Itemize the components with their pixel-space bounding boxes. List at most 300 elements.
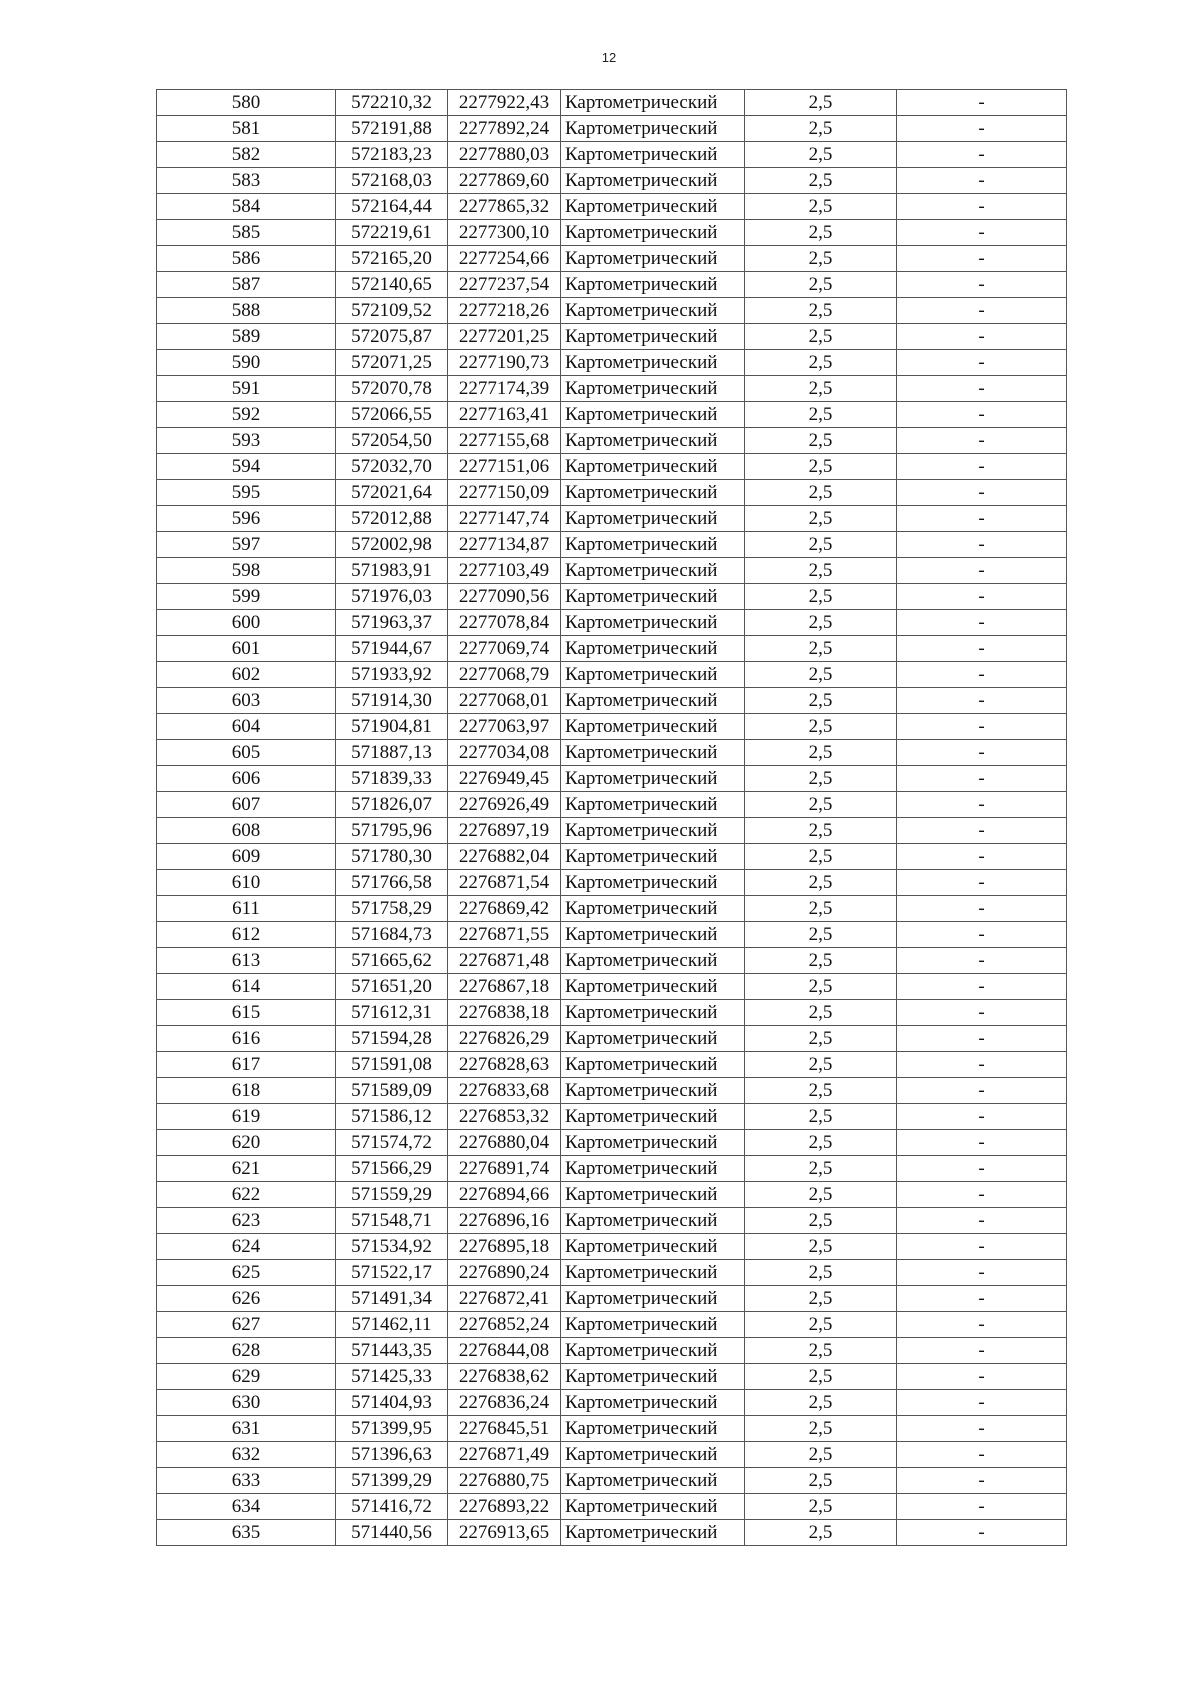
x-coordinate-cell: 571589,09 [336,1078,448,1104]
table-row [157,1338,1067,1364]
y-coordinate-cell: 2276845,51 [448,1416,561,1442]
table-row [157,168,1067,194]
note-cell: - [897,1390,1067,1416]
x-coordinate-cell: 572002,98 [336,532,448,558]
table-row [157,298,1067,324]
y-coordinate-cell: 2276867,18 [448,974,561,1000]
note-cell: - [897,454,1067,480]
note-cell: - [897,1000,1067,1026]
point-number-cell: 580 [157,90,336,116]
accuracy-cell: 2,5 [745,1468,897,1494]
accuracy-cell: 2,5 [745,246,897,272]
table-row [157,116,1067,142]
note-cell: - [897,298,1067,324]
point-number-cell: 588 [157,298,336,324]
point-number-cell: 621 [157,1156,336,1182]
x-coordinate-cell: 571887,13 [336,740,448,766]
table-row [157,922,1067,948]
y-coordinate-cell: 2277174,39 [448,376,561,402]
note-cell: - [897,766,1067,792]
table-row [157,1208,1067,1234]
x-coordinate-cell: 571462,11 [336,1312,448,1338]
x-coordinate-cell: 572165,20 [336,246,448,272]
x-coordinate-cell: 571651,20 [336,974,448,1000]
note-cell: - [897,1468,1067,1494]
note-cell: - [897,1364,1067,1390]
method-cell: Картометрический [561,584,745,610]
table-row [157,1104,1067,1130]
note-cell: - [897,142,1067,168]
note-cell: - [897,168,1067,194]
accuracy-cell: 2,5 [745,272,897,298]
table-row [157,1520,1067,1546]
accuracy-cell: 2,5 [745,1156,897,1182]
accuracy-cell: 2,5 [745,1130,897,1156]
y-coordinate-cell: 2277237,54 [448,272,561,298]
table-row [157,766,1067,792]
y-coordinate-cell: 2276895,18 [448,1234,561,1260]
note-cell: - [897,1104,1067,1130]
point-number-cell: 602 [157,662,336,688]
accuracy-cell: 2,5 [745,1520,897,1546]
y-coordinate-cell: 2276949,45 [448,766,561,792]
table-row [157,402,1067,428]
accuracy-cell: 2,5 [745,90,897,116]
point-number-cell: 611 [157,896,336,922]
method-cell: Картометрический [561,1494,745,1520]
accuracy-cell: 2,5 [745,662,897,688]
y-coordinate-cell: 2276871,54 [448,870,561,896]
x-coordinate-cell: 571522,17 [336,1260,448,1286]
y-coordinate-cell: 2277034,08 [448,740,561,766]
method-cell: Картометрический [561,610,745,636]
point-number-cell: 610 [157,870,336,896]
table-row [157,688,1067,714]
table-row [157,948,1067,974]
point-number-cell: 582 [157,142,336,168]
x-coordinate-cell: 572183,23 [336,142,448,168]
point-number-cell: 620 [157,1130,336,1156]
accuracy-cell: 2,5 [745,220,897,246]
method-cell: Картометрический [561,1234,745,1260]
accuracy-cell: 2,5 [745,584,897,610]
y-coordinate-cell: 2277151,06 [448,454,561,480]
method-cell: Картометрический [561,1052,745,1078]
note-cell: - [897,272,1067,298]
note-cell: - [897,1208,1067,1234]
method-cell: Картометрический [561,948,745,974]
point-number-cell: 587 [157,272,336,298]
table-row [157,1234,1067,1260]
point-number-cell: 617 [157,1052,336,1078]
note-cell: - [897,90,1067,116]
method-cell: Картометрический [561,324,745,350]
point-number-cell: 596 [157,506,336,532]
method-cell: Картометрический [561,454,745,480]
x-coordinate-cell: 571983,91 [336,558,448,584]
accuracy-cell: 2,5 [745,194,897,220]
accuracy-cell: 2,5 [745,1026,897,1052]
x-coordinate-cell: 571612,31 [336,1000,448,1026]
note-cell: - [897,532,1067,558]
note-cell: - [897,1494,1067,1520]
accuracy-cell: 2,5 [745,1000,897,1026]
table-row [157,90,1067,116]
method-cell: Картометрический [561,766,745,792]
point-number-cell: 627 [157,1312,336,1338]
x-coordinate-cell: 571404,93 [336,1390,448,1416]
table-row [157,272,1067,298]
x-coordinate-cell: 571780,30 [336,844,448,870]
accuracy-cell: 2,5 [745,1260,897,1286]
x-coordinate-cell: 571594,28 [336,1026,448,1052]
x-coordinate-cell: 571574,72 [336,1130,448,1156]
method-cell: Картометрический [561,1468,745,1494]
point-number-cell: 624 [157,1234,336,1260]
x-coordinate-cell: 572012,88 [336,506,448,532]
point-number-cell: 622 [157,1182,336,1208]
x-coordinate-cell: 571559,29 [336,1182,448,1208]
note-cell: - [897,558,1067,584]
accuracy-cell: 2,5 [745,376,897,402]
table-row [157,662,1067,688]
point-number-cell: 597 [157,532,336,558]
x-coordinate-cell: 572191,88 [336,116,448,142]
x-coordinate-cell: 571665,62 [336,948,448,974]
note-cell: - [897,1338,1067,1364]
accuracy-cell: 2,5 [745,1052,897,1078]
note-cell: - [897,948,1067,974]
table-row [157,896,1067,922]
point-number-cell: 635 [157,1520,336,1546]
point-number-cell: 616 [157,1026,336,1052]
point-number-cell: 583 [157,168,336,194]
method-cell: Картометрический [561,1520,745,1546]
note-cell: - [897,1052,1067,1078]
note-cell: - [897,896,1067,922]
x-coordinate-cell: 571534,92 [336,1234,448,1260]
accuracy-cell: 2,5 [745,168,897,194]
point-number-cell: 619 [157,1104,336,1130]
method-cell: Картометрический [561,636,745,662]
accuracy-cell: 2,5 [745,1208,897,1234]
point-number-cell: 603 [157,688,336,714]
accuracy-cell: 2,5 [745,740,897,766]
note-cell: - [897,194,1067,220]
x-coordinate-cell: 572168,03 [336,168,448,194]
x-coordinate-cell: 571399,29 [336,1468,448,1494]
method-cell: Картометрический [561,896,745,922]
y-coordinate-cell: 2277090,56 [448,584,561,610]
accuracy-cell: 2,5 [745,1078,897,1104]
x-coordinate-cell: 571766,58 [336,870,448,896]
x-coordinate-cell: 572066,55 [336,402,448,428]
table-row [157,558,1067,584]
accuracy-cell: 2,5 [745,1442,897,1468]
y-coordinate-cell: 2277103,49 [448,558,561,584]
table-row [157,714,1067,740]
table-row [157,1364,1067,1390]
method-cell: Картометрический [561,1208,745,1234]
point-number-cell: 600 [157,610,336,636]
note-cell: - [897,480,1067,506]
note-cell: - [897,428,1067,454]
method-cell: Картометрический [561,402,745,428]
accuracy-cell: 2,5 [745,1312,897,1338]
method-cell: Картометрический [561,1338,745,1364]
x-coordinate-cell: 571684,73 [336,922,448,948]
point-number-cell: 609 [157,844,336,870]
point-number-cell: 584 [157,194,336,220]
method-cell: Картометрический [561,558,745,584]
x-coordinate-cell: 571591,08 [336,1052,448,1078]
method-cell: Картометрический [561,1104,745,1130]
y-coordinate-cell: 2276891,74 [448,1156,561,1182]
accuracy-cell: 2,5 [745,558,897,584]
table-row [157,1390,1067,1416]
method-cell: Картометрический [561,1390,745,1416]
point-number-cell: 594 [157,454,336,480]
y-coordinate-cell: 2276838,18 [448,1000,561,1026]
table-row [157,1000,1067,1026]
point-number-cell: 598 [157,558,336,584]
method-cell: Картометрический [561,246,745,272]
method-cell: Картометрический [561,688,745,714]
method-cell: Картометрический [561,974,745,1000]
table-row [157,246,1067,272]
table-row [157,974,1067,1000]
y-coordinate-cell: 2277063,97 [448,714,561,740]
method-cell: Картометрический [561,532,745,558]
method-cell: Картометрический [561,168,745,194]
x-coordinate-cell: 572054,50 [336,428,448,454]
y-coordinate-cell: 2276826,29 [448,1026,561,1052]
method-cell: Картометрический [561,714,745,740]
method-cell: Картометрический [561,1000,745,1026]
point-number-cell: 599 [157,584,336,610]
coordinates-table [156,89,1067,1546]
note-cell: - [897,974,1067,1000]
accuracy-cell: 2,5 [745,1390,897,1416]
point-number-cell: 625 [157,1260,336,1286]
y-coordinate-cell: 2276833,68 [448,1078,561,1104]
note-cell: - [897,584,1067,610]
y-coordinate-cell: 2277069,74 [448,636,561,662]
accuracy-cell: 2,5 [745,922,897,948]
note-cell: - [897,792,1067,818]
table-row [157,740,1067,766]
point-number-cell: 595 [157,480,336,506]
table-row [157,1078,1067,1104]
method-cell: Картометрический [561,1364,745,1390]
method-cell: Картометрический [561,506,745,532]
note-cell: - [897,1026,1067,1052]
point-number-cell: 601 [157,636,336,662]
accuracy-cell: 2,5 [745,792,897,818]
accuracy-cell: 2,5 [745,324,897,350]
y-coordinate-cell: 2276882,04 [448,844,561,870]
note-cell: - [897,1260,1067,1286]
table-row [157,454,1067,480]
note-cell: - [897,610,1067,636]
x-coordinate-cell: 572219,61 [336,220,448,246]
accuracy-cell: 2,5 [745,1234,897,1260]
accuracy-cell: 2,5 [745,298,897,324]
method-cell: Картометрический [561,818,745,844]
accuracy-cell: 2,5 [745,402,897,428]
note-cell: - [897,844,1067,870]
x-coordinate-cell: 571795,96 [336,818,448,844]
note-cell: - [897,1182,1067,1208]
y-coordinate-cell: 2276828,63 [448,1052,561,1078]
y-coordinate-cell: 2276871,49 [448,1442,561,1468]
point-number-cell: 581 [157,116,336,142]
y-coordinate-cell: 2277922,43 [448,90,561,116]
point-number-cell: 632 [157,1442,336,1468]
y-coordinate-cell: 2276871,55 [448,922,561,948]
y-coordinate-cell: 2276836,24 [448,1390,561,1416]
y-coordinate-cell: 2277880,03 [448,142,561,168]
table-row [157,792,1067,818]
accuracy-cell: 2,5 [745,506,897,532]
note-cell: - [897,714,1067,740]
point-number-cell: 608 [157,818,336,844]
point-number-cell: 631 [157,1416,336,1442]
method-cell: Картометрический [561,298,745,324]
accuracy-cell: 2,5 [745,948,897,974]
accuracy-cell: 2,5 [745,766,897,792]
x-coordinate-cell: 571566,29 [336,1156,448,1182]
note-cell: - [897,740,1067,766]
method-cell: Картометрический [561,740,745,766]
table-row [157,636,1067,662]
accuracy-cell: 2,5 [745,350,897,376]
note-cell: - [897,1312,1067,1338]
table-row [157,1286,1067,1312]
x-coordinate-cell: 572070,78 [336,376,448,402]
note-cell: - [897,246,1067,272]
y-coordinate-cell: 2276913,65 [448,1520,561,1546]
point-number-cell: 626 [157,1286,336,1312]
point-number-cell: 586 [157,246,336,272]
table-row [157,1182,1067,1208]
y-coordinate-cell: 2277147,74 [448,506,561,532]
accuracy-cell: 2,5 [745,714,897,740]
note-cell: - [897,324,1067,350]
accuracy-cell: 2,5 [745,1104,897,1130]
coordinates-table-body [157,90,1067,1546]
table-row [157,532,1067,558]
x-coordinate-cell: 572109,52 [336,298,448,324]
table-row [157,844,1067,870]
table-row [157,220,1067,246]
point-number-cell: 629 [157,1364,336,1390]
x-coordinate-cell: 571416,72 [336,1494,448,1520]
table-row [157,1260,1067,1286]
x-coordinate-cell: 572032,70 [336,454,448,480]
y-coordinate-cell: 2276880,04 [448,1130,561,1156]
x-coordinate-cell: 572140,65 [336,272,448,298]
table-row [157,1052,1067,1078]
accuracy-cell: 2,5 [745,454,897,480]
y-coordinate-cell: 2277201,25 [448,324,561,350]
note-cell: - [897,1442,1067,1468]
table-row [157,1130,1067,1156]
table-row [157,818,1067,844]
x-coordinate-cell: 571396,63 [336,1442,448,1468]
accuracy-cell: 2,5 [745,1182,897,1208]
page-number: 12 [601,50,617,65]
y-coordinate-cell: 2276894,66 [448,1182,561,1208]
note-cell: - [897,402,1067,428]
point-number-cell: 607 [157,792,336,818]
note-cell: - [897,636,1067,662]
point-number-cell: 585 [157,220,336,246]
point-number-cell: 592 [157,402,336,428]
x-coordinate-cell: 572021,64 [336,480,448,506]
x-coordinate-cell: 571914,30 [336,688,448,714]
y-coordinate-cell: 2276926,49 [448,792,561,818]
method-cell: Картометрический [561,870,745,896]
point-number-cell: 628 [157,1338,336,1364]
table-row [157,142,1067,168]
accuracy-cell: 2,5 [745,1286,897,1312]
table-row [157,610,1067,636]
point-number-cell: 634 [157,1494,336,1520]
table-row [157,376,1067,402]
note-cell: - [897,1130,1067,1156]
table-row [157,506,1067,532]
y-coordinate-cell: 2276853,32 [448,1104,561,1130]
accuracy-cell: 2,5 [745,636,897,662]
accuracy-cell: 2,5 [745,1338,897,1364]
y-coordinate-cell: 2277150,09 [448,480,561,506]
accuracy-cell: 2,5 [745,896,897,922]
note-cell: - [897,1520,1067,1546]
table-row [157,1494,1067,1520]
table-row [157,350,1067,376]
table-row [157,1026,1067,1052]
y-coordinate-cell: 2277134,87 [448,532,561,558]
note-cell: - [897,376,1067,402]
note-cell: - [897,220,1067,246]
note-cell: - [897,870,1067,896]
method-cell: Картометрический [561,1078,745,1104]
y-coordinate-cell: 2277068,79 [448,662,561,688]
y-coordinate-cell: 2277068,01 [448,688,561,714]
method-cell: Картометрический [561,1286,745,1312]
x-coordinate-cell: 571440,56 [336,1520,448,1546]
y-coordinate-cell: 2277254,66 [448,246,561,272]
point-number-cell: 623 [157,1208,336,1234]
note-cell: - [897,922,1067,948]
x-coordinate-cell: 571758,29 [336,896,448,922]
method-cell: Картометрический [561,662,745,688]
method-cell: Картометрический [561,1130,745,1156]
x-coordinate-cell: 572164,44 [336,194,448,220]
y-coordinate-cell: 2276880,75 [448,1468,561,1494]
table-row [157,324,1067,350]
y-coordinate-cell: 2277869,60 [448,168,561,194]
point-number-cell: 614 [157,974,336,1000]
accuracy-cell: 2,5 [745,688,897,714]
accuracy-cell: 2,5 [745,1364,897,1390]
note-cell: - [897,818,1067,844]
point-number-cell: 604 [157,714,336,740]
accuracy-cell: 2,5 [745,610,897,636]
method-cell: Картометрический [561,1026,745,1052]
accuracy-cell: 2,5 [745,142,897,168]
